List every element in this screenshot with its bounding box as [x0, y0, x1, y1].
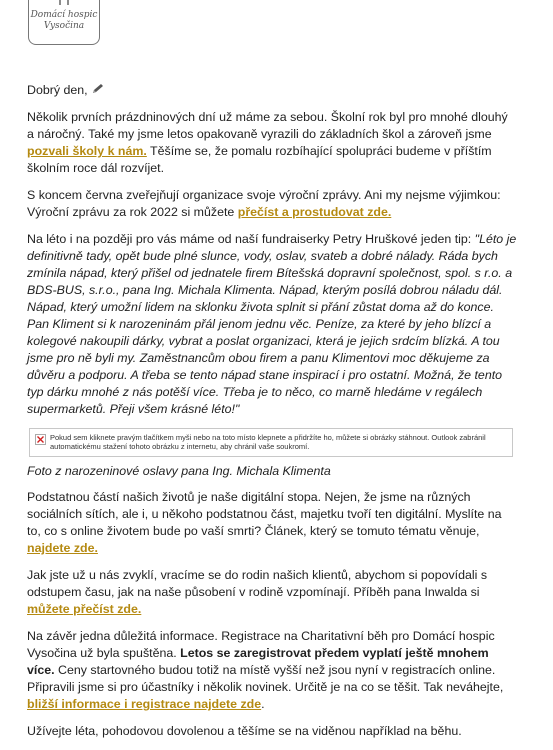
paragraph-client-story — [27, 567, 517, 618]
paragraph-schools — [27, 109, 517, 177]
hospic-logo — [28, 0, 100, 45]
blocked-image-text: Pokud sem kliknete pravým tlačítkem myši nebo na toto místo klepnete a přidržíte ho, můžete si obrázky stáhnout. Outlook zabránil automatickému stažení tohoto obrázku z internetu, aby chránil vaše soukromí. — [50, 433, 486, 451]
paragraph-fundraising-tip — [27, 231, 517, 418]
broken-image-icon — [35, 434, 46, 445]
paragraph-closing: Užívejte léta, pohodovou dovolenou a těšíme se na viděnou například na běhu. — [27, 724, 462, 738]
pencil-icon — [91, 83, 105, 95]
logo-text — [29, 10, 99, 32]
blocked-image-placeholder[interactable] — [29, 428, 513, 457]
paragraph-schools-text: Několik prvních prázdninových dní už máme za sebou. Školní rok byl pro mnohé dlouhý a náročný. Také my jsme letos opakovaně vyrazili do základních škol a zároveň jsme — [27, 110, 508, 141]
greeting — [27, 82, 517, 99]
link-invited-schools[interactable]: pozvali školy k nám. — [27, 144, 147, 158]
link-digital-article[interactable]: najdete zde. — [27, 541, 98, 555]
image-caption: Foto z narozeninové oslavy pana Ing. Michala Klimenta — [27, 464, 331, 478]
paragraph-digital-text: Podstatnou částí našich životů je naše digitální stopa. Nejen, že jsme na různých sociálních sítích, ale i, u někoho podstatnou část, majetku tvoří ten digitální. Myslíte na to, co s online životem bude po vaší smrti? Článek, který se tomuto tématu věnuje, — [27, 490, 502, 538]
paragraph-run-bold: Letos se zaregistrovat předem vyplatí ještě mnohem více. — [27, 646, 489, 677]
link-annual-report[interactable]: přečíst a prostudovat zde. — [237, 205, 392, 219]
paragraph-digital-footprint — [27, 489, 517, 557]
paragraph-annual-report-text: S koncem června zveřejňují organizace svoje výroční zprávy. Ani my nejsme výjimkou: Výroční zprávu za rok 2022 si můžete — [27, 188, 501, 219]
paragraph-charity-run — [27, 628, 517, 713]
paragraph-run-text: Na závěr jedna důležitá informace. Registrace na Charitativní běh pro Domácí hospic Vysočina už byla spuštěna. — [27, 629, 495, 660]
link-registration[interactable]: bližší informace i registrace najdete zde — [27, 697, 262, 711]
logo-line-2: Vysočina — [43, 21, 85, 31]
logo-mark-icon — [58, 0, 70, 6]
paragraph-tip-quote: "Léto je definitivně tady, opět bude plné slunce, vody, oslav, svateb a dobré nálady. Ráda bych zmínila nápad, který přišel od jednatele firem Bítešská dopravní společnost, spol. s r.o. a BDS-BUS, s.r.o., pana Ing. Michala Klimenta. Nápad, kterým posílá dobrou náladu dál. Nápad, který umožní lidem na sklonku života splnit si přání zůstat doma až do konce. Pan Kliment si k narozeninám přál jenom jednu věc. Peníze, za které by jeho blízcí a kolegové nakoupili dárky, vybrat a poslat organizaci, která je jejich srdcím blízká. A tou jsme pro ně byli my. Zaměstnancům obou firem a panu Klimentovi moc děkujeme za důvěru a podporu. A třeba se tento nápad stane inspirací i pro ostatní. Možná, že tento typ dárku mnohé z nás potěší více. Třeba je to něco, co marně hledáme v regálech supermarketů. Přeji všem krásné léto!" — [27, 232, 517, 416]
paragraph-story-text: Jak jste už u nás zvyklí, vracíme se do rodin našich klientů, abychom si popovídali s odstupem času, jak na naše působení v rodině vzpomínají. Příběh pana Inwalda si — [27, 568, 488, 599]
paragraph-annual-report — [27, 187, 517, 221]
paragraph-schools-text-end: Těšíme se, že pomalu rozbíhající spolupráci budeme v příštím školním roce dál rozvíjet. — [27, 144, 492, 175]
paragraph-run-end: . — [261, 697, 265, 711]
paragraph-tip-intro: Na léto i na později pro vás máme od naší fundraiserky Petry Hruškové jeden tip: — [27, 232, 475, 246]
greeting-text: Dobrý den, — [27, 83, 88, 97]
paragraph-run-text-mid: Ceny startovného budou totiž na místě vyšší než jsou nyní v registracích online. Připravili jsme si pro účastníky i několik novinek. Určitě je na co se těšit. Tak neváhejte, — [27, 663, 504, 694]
email-body — [27, 82, 517, 750]
link-client-story[interactable]: můžete přečíst zde. — [27, 602, 142, 616]
logo-line-1: Domácí hospic — [30, 10, 98, 20]
